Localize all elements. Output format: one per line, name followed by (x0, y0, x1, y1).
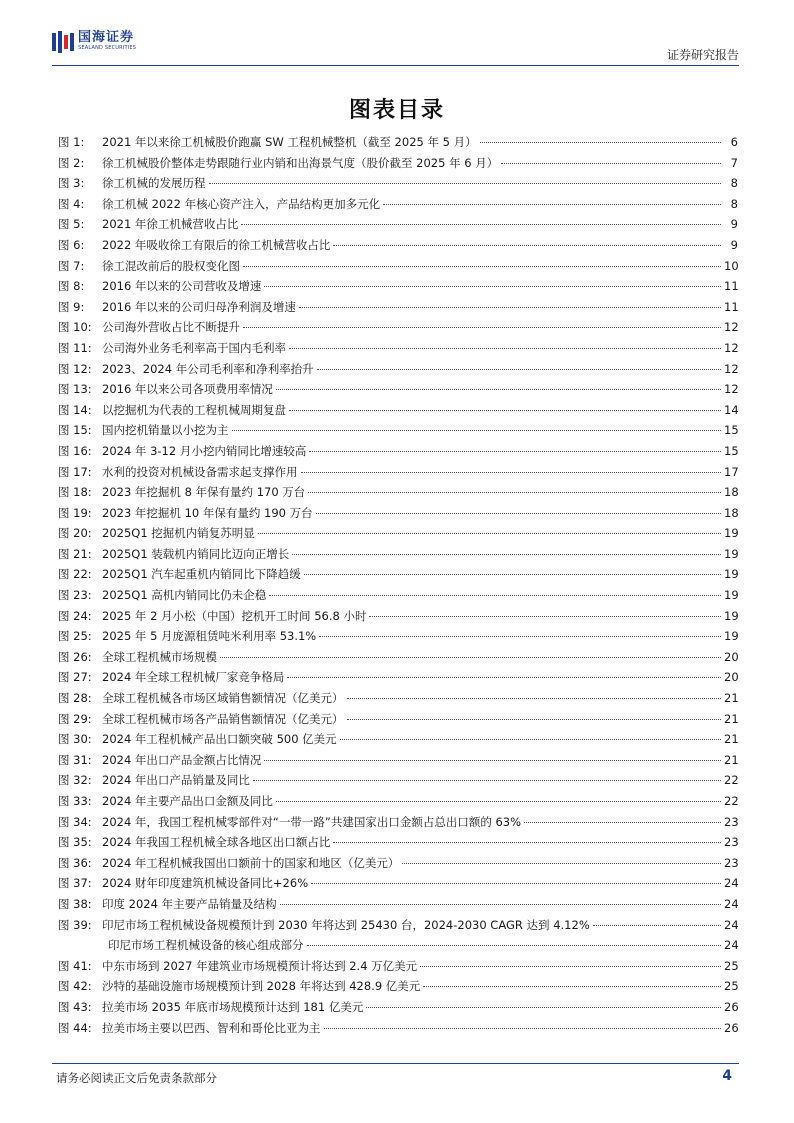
toc-entry-label: 图 34: (58, 814, 92, 829)
toc-entry-page: 26 (724, 1020, 739, 1035)
footer-divider (52, 1063, 739, 1064)
toc-entry[interactable] (58, 482, 738, 503)
logo-chinese-name: 国海证券 (78, 30, 135, 45)
toc-entry-title: 2021 年以来徐工机械股价跑赢 SW 工程机械整机（截至 2025 年 5 月） (102, 135, 477, 149)
toc-entry[interactable] (58, 812, 738, 833)
toc-entry[interactable] (58, 379, 738, 400)
toc-dot-leader (347, 698, 722, 699)
toc-entry[interactable] (58, 256, 738, 277)
toc-entry-page: 15 (724, 443, 739, 458)
toc-entry-page: 24 (724, 917, 739, 932)
toc-entry-page: 23 (724, 835, 739, 850)
toc-entry[interactable] (58, 853, 738, 874)
toc-entry-label: 图 43: (58, 999, 92, 1014)
figure-table-of-contents (58, 132, 738, 1038)
toc-dot-leader (241, 224, 721, 225)
toc-entry-page: 19 (724, 608, 739, 623)
toc-entry[interactable] (58, 729, 738, 750)
toc-entry-title: 公司海外营收占比不断提升 (102, 320, 240, 335)
toc-dot-leader (319, 636, 721, 637)
toc-dot-leader (369, 616, 721, 617)
toc-entry-title: 2024 年我国工程机械全球各地区出口额占比 (102, 835, 331, 850)
toc-entry[interactable] (58, 606, 738, 627)
toc-entry-label: 图 4: (58, 196, 85, 211)
toc-entry-title: 中东市场到 2027 年建筑业市场规模预计将达到 2.4 万亿美元 (102, 958, 418, 973)
toc-entry-page: 12 (724, 361, 739, 376)
toc-entry-page: 19 (724, 588, 739, 603)
toc-entry-title: 印尼市场工程机械设备的核心组成部分 (108, 938, 304, 953)
toc-entry[interactable] (58, 544, 738, 565)
toc-entry[interactable] (58, 338, 738, 359)
toc-entry-title: 2024 财年印度建筑机械设备同比+26% (102, 876, 309, 891)
toc-dot-leader (324, 1028, 722, 1029)
toc-entry[interactable] (58, 626, 738, 647)
page-number: 4 (722, 1068, 732, 1084)
toc-dot-leader (593, 925, 721, 926)
toc-entry-page: 10 (724, 258, 739, 273)
toc-entry-label: 图 26: (58, 649, 92, 664)
toc-entry-title: 公司海外业务毛利率高于国内毛利率 (102, 340, 286, 355)
toc-entry-label: 图 7: (58, 258, 85, 273)
toc-entry-title: 2023、2024 年公司毛利率和净利率抬升 (102, 361, 314, 376)
toc-entry-title: 2025 年 5 月庞源租赁吨米利用率 53.1% (102, 629, 317, 644)
toc-entry[interactable] (58, 317, 738, 338)
toc-entry-label: 图 8: (58, 279, 85, 294)
toc-entry-label: 图 36: (58, 855, 92, 870)
toc-dot-leader (243, 266, 721, 267)
toc-entry[interactable] (58, 503, 738, 524)
toc-entry-page: 19 (724, 567, 739, 582)
toc-entry[interactable] (58, 235, 738, 256)
sealand-logo-icon (52, 31, 74, 53)
toc-entry-page: 15 (724, 423, 739, 438)
toc-entry-title: 2024 年工程机械产品出口额突破 500 亿美元 (102, 732, 337, 747)
toc-entry-page: 19 (724, 526, 739, 541)
toc-dot-leader (308, 492, 721, 493)
toc-entry-page: 18 (724, 485, 739, 500)
toc-entry-title: 国内挖机销量以小挖为主 (102, 423, 229, 438)
toc-dot-leader (340, 739, 721, 740)
toc-entry[interactable] (58, 132, 738, 153)
toc-entry[interactable] (58, 709, 738, 730)
toc-entry-title: 2025Q1 汽车起重机内销同比下降趋缓 (102, 567, 301, 582)
toc-entry-label: 图 6: (58, 237, 85, 252)
toc-entry[interactable] (58, 688, 738, 709)
company-logo (52, 30, 136, 53)
toc-entry[interactable] (58, 935, 738, 956)
toc-entry[interactable] (58, 276, 738, 297)
toc-entry-page: 12 (724, 340, 739, 355)
toc-entry[interactable] (58, 214, 738, 235)
toc-entry-page: 25 (724, 958, 739, 973)
toc-entry-label: 图 38: (58, 896, 92, 911)
toc-dot-leader (524, 822, 721, 823)
page-title: 图表目录 (348, 97, 445, 123)
toc-entry-title: 徐工机械的发展历程 (102, 176, 206, 191)
toc-entry-label: 图 42: (58, 979, 92, 994)
toc-entry-page: 11 (724, 299, 739, 314)
toc-dot-leader (258, 533, 721, 534)
toc-entry-page: 7 (730, 155, 738, 170)
toc-entry-label: 图 18: (58, 485, 92, 500)
toc-dot-leader (264, 760, 721, 761)
toc-entry[interactable] (58, 462, 738, 483)
toc-entry-label: 图 23: (58, 588, 92, 603)
toc-entry-title: 以挖掘机为代表的工程机械周期复盘 (102, 402, 286, 417)
toc-entry-page: 24 (724, 896, 739, 911)
footer-disclaimer: 请务必阅读正文后免责条款部分 (56, 1071, 217, 1085)
toc-entry-title: 2016 年以来的公司营收及增速 (102, 279, 262, 294)
toc-entry-title: 沙特的基础设施市场规模预计到 2028 年将达到 428.9 亿美元 (102, 979, 421, 994)
toc-entry-title: 2024 年全球工程机械厂家竞争格局 (102, 670, 285, 685)
toc-entry-label: 图 28: (58, 691, 92, 706)
toc-dot-leader (292, 554, 721, 555)
toc-entry-page: 21 (724, 732, 739, 747)
toc-entry-label: 图 41: (58, 958, 92, 973)
toc-dot-leader (287, 677, 721, 678)
toc-entry[interactable] (58, 770, 738, 791)
toc-entry-title: 2025 年 2 月小松（中国）挖机开工时间 56.8 小时 (102, 608, 367, 623)
toc-entry-page: 6 (730, 135, 738, 149)
toc-dot-leader (276, 389, 721, 390)
toc-dot-leader (301, 472, 722, 473)
toc-entry-title: 全球工程机械市场各产品销售额情况（亿美元） (102, 711, 344, 726)
toc-entry-title: 2024 年工程机械我国出口额前十的国家和地区（亿美元） (102, 855, 400, 870)
toc-dot-leader (423, 986, 721, 987)
toc-entry-page: 12 (724, 382, 739, 397)
toc-entry[interactable] (58, 585, 738, 606)
toc-entry-label: 图 12: (58, 361, 92, 376)
toc-dot-leader (480, 142, 721, 143)
toc-entry[interactable] (58, 915, 738, 936)
toc-entry-page: 17 (724, 464, 739, 479)
toc-entry-title: 2024 年 3-12 月小挖内销同比增速较高 (102, 443, 307, 458)
toc-entry-label: 图 21: (58, 546, 92, 561)
toc-dot-leader (209, 183, 722, 184)
toc-entry-label: 图 16: (58, 443, 92, 458)
toc-entry-title: 2025Q1 装载机内销同比迈向正增长 (102, 546, 290, 561)
toc-entry-title: 全球工程机械市场规模 (102, 649, 217, 664)
toc-entry-title: 拉美市场 2035 年底市场规模预计达到 181 亿美元 (102, 999, 364, 1014)
toc-entry-page: 24 (724, 876, 739, 891)
toc-entry-page: 23 (724, 855, 739, 870)
toc-entry-title: 2023 年挖掘机 8 年保有量约 170 万台 (102, 485, 306, 500)
toc-dot-leader (299, 307, 721, 308)
toc-dot-leader (269, 595, 721, 596)
logo-english-name: SEALAND SECURITIES (78, 45, 137, 51)
toc-entry[interactable] (58, 791, 738, 812)
toc-entry[interactable] (58, 297, 738, 318)
toc-entry-page: 8 (730, 176, 738, 191)
page-header (52, 30, 739, 64)
toc-entry-title: 全球工程机械各市场区域销售额情况（亿美元） (102, 691, 344, 706)
toc-entry[interactable] (58, 976, 738, 997)
toc-entry-page: 18 (724, 505, 739, 520)
toc-entry-title: 2023 年挖掘机 10 年保有量约 190 万台 (102, 505, 313, 520)
toc-entry[interactable] (58, 564, 738, 585)
toc-entry-label: 图 13: (58, 382, 92, 397)
toc-entry-label: 图 30: (58, 732, 92, 747)
toc-dot-leader (366, 1007, 721, 1008)
toc-entry[interactable] (58, 153, 738, 174)
toc-entry-label: 图 1: (58, 135, 85, 149)
toc-dot-leader (243, 327, 721, 328)
toc-dot-leader (402, 863, 721, 864)
toc-entry-title: 水利的投资对机械设备需求起支撑作用 (102, 464, 298, 479)
toc-dot-leader (264, 286, 721, 287)
toc-dot-leader (280, 904, 721, 905)
toc-dot-leader (316, 513, 721, 514)
toc-entry[interactable] (58, 873, 738, 894)
toc-entry-label: 图 3: (58, 176, 85, 191)
toc-dot-leader (317, 369, 721, 370)
toc-entry-page: 22 (724, 773, 739, 788)
toc-entry[interactable] (58, 832, 738, 853)
toc-entry-page: 20 (724, 649, 739, 664)
toc-entry-title: 2025Q1 挖掘机内销复苏明显 (102, 526, 255, 541)
toc-entry-title: 2024 年主要产品出口金额及同比 (102, 794, 273, 808)
toc-dot-leader (232, 430, 722, 431)
toc-entry-title: 2021 年徐工机械营收占比 (102, 217, 239, 232)
toc-entry[interactable] (58, 750, 738, 771)
toc-dot-leader (276, 801, 721, 802)
toc-entry-title: 拉美市场主要以巴西、智利和哥伦比亚为主 (102, 1020, 321, 1035)
toc-entry-label: 图 37: (58, 876, 92, 891)
toc-entry-label: 图 15: (58, 423, 92, 438)
toc-dot-leader (311, 883, 721, 884)
toc-entry-label: 图 5: (58, 217, 85, 232)
toc-entry[interactable] (58, 420, 738, 441)
report-type-label: 证券研究报告 (666, 48, 739, 62)
toc-entry-label: 图 35: (58, 835, 92, 850)
toc-entry-label: 图 25: (58, 629, 92, 644)
toc-entry-page: 21 (724, 752, 739, 767)
toc-entry[interactable] (58, 667, 738, 688)
toc-entry-title: 2025Q1 高机内销同比仍未企稳 (102, 588, 267, 603)
toc-dot-leader (220, 657, 721, 658)
toc-entry-label: 图 22: (58, 567, 92, 582)
toc-entry-page: 21 (724, 691, 739, 706)
toc-entry-title: 印尼市场工程机械设备规模预计到 2030 年将达到 25430 台，2024-2030 CAGR 达到 4.12% (102, 917, 590, 932)
toc-entry-label: 图 19: (58, 505, 92, 520)
toc-entry-label: 图 27: (58, 670, 92, 685)
toc-dot-leader (333, 842, 721, 843)
toc-dot-leader (307, 945, 722, 946)
toc-entry-title: 印度 2024 年主要产品销量及结构 (102, 896, 277, 911)
toc-entry-label: 图 31: (58, 752, 92, 767)
toc-entry-label: 图 39: (58, 917, 92, 932)
toc-entry[interactable] (58, 647, 738, 668)
toc-entry[interactable] (58, 173, 738, 194)
toc-entry-page: 25 (724, 979, 739, 994)
toc-entry-title: 徐工混改前后的股权变化图 (102, 258, 240, 273)
toc-entry-page: 20 (724, 670, 739, 685)
toc-entry[interactable] (58, 359, 738, 380)
toc-entry[interactable] (58, 894, 738, 915)
toc-entry-page: 24 (724, 938, 739, 953)
toc-entry-label: 图 33: (58, 794, 92, 808)
toc-entry-title: 2024 年出口产品销量及同比 (102, 773, 250, 788)
toc-entry-label: 图 2: (58, 155, 85, 170)
toc-entry-page: 22 (724, 794, 739, 808)
toc-entry-title: 2024 年出口产品金额占比情况 (102, 752, 262, 767)
toc-entry-page: 19 (724, 629, 739, 644)
toc-entry-page: 26 (724, 999, 739, 1014)
toc-entry-label: 图 32: (58, 773, 92, 788)
toc-entry-page: 8 (730, 196, 738, 211)
toc-entry-label: 图 24: (58, 608, 92, 623)
toc-entry[interactable] (58, 400, 738, 421)
toc-entry[interactable] (58, 1018, 738, 1039)
toc-entry[interactable] (58, 194, 738, 215)
header-divider (52, 65, 739, 66)
toc-entry-title: 2016 年以来公司各项费用率情况 (102, 382, 273, 397)
toc-entry-title: 徐工机械股价整体走势跟随行业内销和出海景气度（股价截至 2025 年 6 月） (102, 155, 499, 170)
toc-entry-page: 9 (730, 217, 738, 232)
toc-dot-leader (309, 451, 721, 452)
toc-dot-leader (420, 966, 721, 967)
toc-entry-page: 23 (724, 814, 739, 829)
toc-entry-label: 图 9: (58, 299, 85, 314)
toc-dot-leader (383, 204, 721, 205)
toc-entry-label: 图 44: (58, 1020, 92, 1035)
toc-entry-label: 图 29: (58, 711, 92, 726)
toc-entry-label: 图 20: (58, 526, 92, 541)
toc-entry-title: 2022 年吸收徐工有限后的徐工机械营收占比 (102, 237, 331, 252)
toc-entry-label: 图 11: (58, 340, 92, 355)
toc-entry-page: 9 (730, 237, 738, 252)
toc-entry-page: 19 (724, 546, 739, 561)
toc-entry-title: 2024 年，我国工程机械零部件对“一带一路”共建国家出口金额占总出口额的 63% (102, 814, 522, 829)
toc-dot-leader (333, 245, 721, 246)
toc-dot-leader (501, 163, 721, 164)
toc-entry-label: 图 14: (58, 402, 92, 417)
toc-entry[interactable] (58, 523, 738, 544)
toc-entry[interactable] (58, 441, 738, 462)
toc-entry-page: 14 (724, 402, 739, 417)
toc-dot-leader (347, 719, 722, 720)
toc-entry-title: 徐工机械 2022 年核心资产注入，产品结构更加多元化 (102, 196, 381, 211)
toc-dot-leader (289, 410, 721, 411)
toc-dot-leader (304, 574, 721, 575)
toc-entry-page: 11 (724, 279, 739, 294)
toc-entry[interactable] (58, 997, 738, 1018)
toc-entry-page: 12 (724, 320, 739, 335)
toc-entry[interactable] (58, 956, 738, 977)
toc-entry-title: 2016 年以来的公司归母净利润及增速 (102, 299, 296, 314)
toc-dot-leader (253, 780, 721, 781)
toc-dot-leader (289, 348, 721, 349)
toc-entry-page: 21 (724, 711, 739, 726)
toc-entry-label: 图 10: (58, 320, 92, 335)
toc-entry-label: 图 17: (58, 464, 92, 479)
